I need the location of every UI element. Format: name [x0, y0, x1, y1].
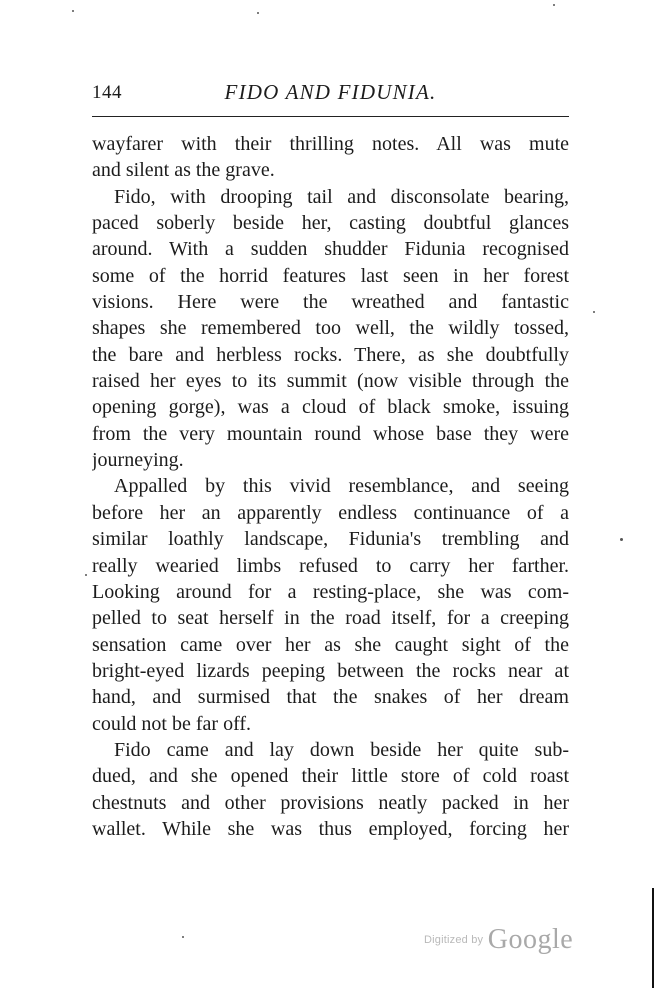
- text-line: from the very mountain round whose base they were: [92, 422, 569, 445]
- text-line: raised her eyes to its summit (now visible through the: [92, 370, 569, 393]
- body-text: [92, 131, 569, 842]
- text-line: around. With a sudden shudder Fidunia recognised: [92, 238, 569, 261]
- text-line: wayfarer with their thrilling notes. All was mute: [92, 133, 569, 155]
- text-line: the bare and herbless rocks. There, as she doubtfully: [92, 343, 569, 366]
- text-line: bright-eyed lizards peeping between the rocks near at: [92, 659, 569, 682]
- scan-speck: [72, 10, 74, 12]
- text-line: similar loathly landscape, Fidunia's trembling and: [92, 528, 569, 551]
- text-line: hand, and surmised that the snakes of her dream: [92, 686, 569, 709]
- text-line: paced soberly beside her, casting doubtful glances: [92, 212, 569, 235]
- scan-speck: [85, 574, 87, 576]
- text-line: could not be far off.: [92, 712, 252, 735]
- scan-speck: [553, 4, 555, 6]
- text-line: wallet. While she was thus employed, forcing her: [92, 817, 569, 840]
- text-line: opening gorge), was a cloud of black smoke, issuing: [92, 396, 569, 419]
- text-line: shapes she remembered too well, the wildly tossed,: [92, 317, 569, 340]
- text-line: chestnuts and other provisions neatly packed in her: [92, 791, 569, 814]
- text-line: Fido, with drooping tail and disconsolate bearing,: [114, 185, 569, 208]
- page-number: 144: [92, 82, 122, 103]
- scan-speck: [257, 12, 259, 14]
- page-edge-line: [652, 888, 654, 988]
- page-header: [92, 80, 569, 108]
- text-line: and silent as the grave.: [92, 159, 275, 182]
- scan-speck: [593, 311, 595, 313]
- text-line: journeying.: [92, 449, 184, 472]
- text-line: Fido came and lay down beside her quite sub-: [114, 738, 569, 761]
- header-rule: [92, 116, 569, 117]
- scan-speck: [620, 538, 623, 541]
- text-line: some of the horrid features last seen in her forest: [92, 264, 569, 287]
- scan-speck: [182, 936, 184, 938]
- text-line: visions. Here were the wreathed and fantastic: [92, 291, 569, 314]
- text-line: dued, and she opened their little store of cold roast: [92, 765, 569, 788]
- text-line: before her an apparently endless continuance of a: [92, 501, 569, 524]
- text-line: Looking around for a resting-place, she was com-: [92, 580, 569, 603]
- text-line: really wearied limbs refused to carry her farther.: [92, 554, 569, 577]
- text-line: pelled to seat herself in the road itself, for a creeping: [92, 607, 569, 630]
- watermark-prefix: Digitized by: [424, 934, 484, 946]
- text-line: sensation came over her as she caught sight of the: [92, 633, 569, 656]
- text-line: Appalled by this vivid resemblance, and seeing: [114, 475, 569, 498]
- google-logo: Google: [487, 924, 574, 955]
- digitized-watermark: [424, 924, 573, 956]
- running-title: FIDO AND FIDUNIA.: [224, 80, 437, 104]
